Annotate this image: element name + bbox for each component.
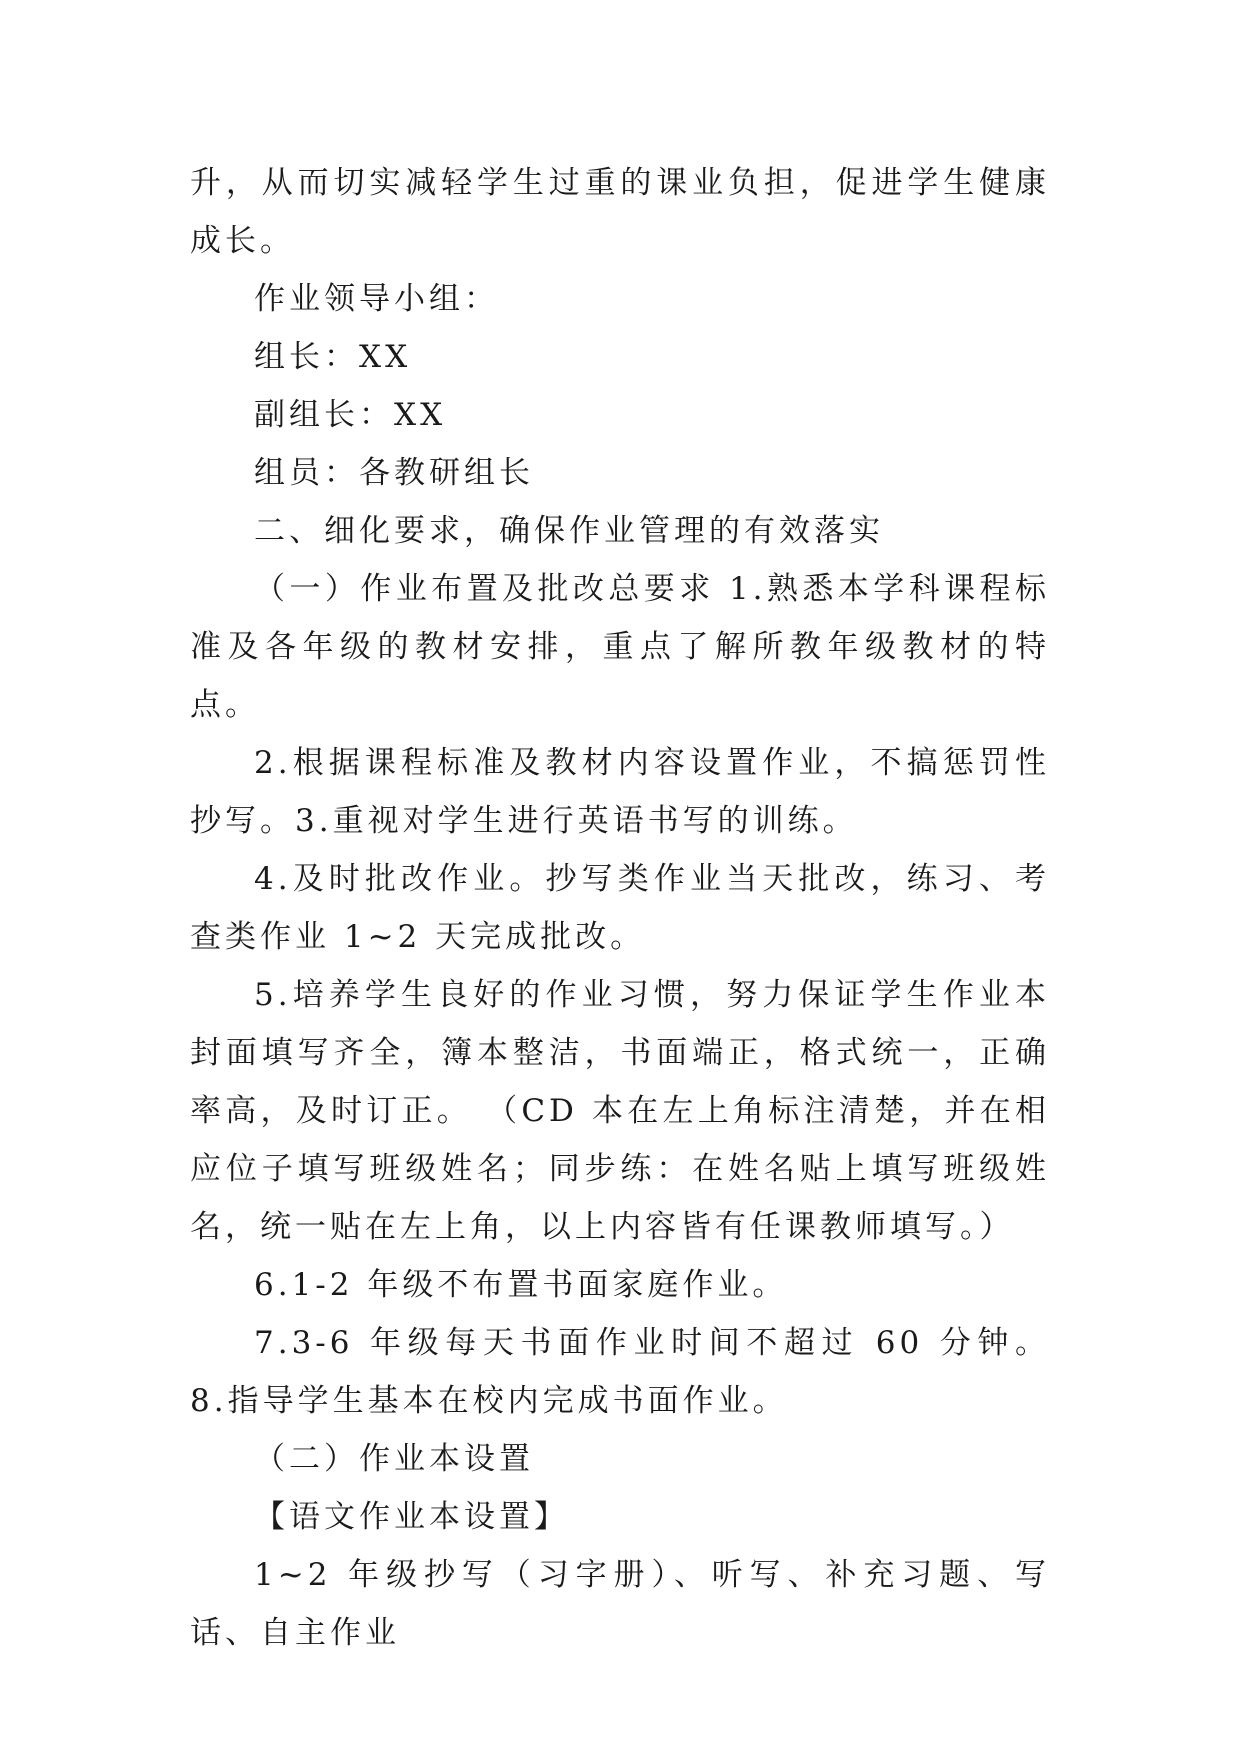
- paragraph-item-5: 5.培养学生良好的作业习惯，努力保证学生作业本封面填写齐全，簿本整洁，书面端正，格式统一，正确率高，及时订正。 （CD 本在左上角标注清楚，并在相应位子填写班级姓名；同步练：在姓名贴上填写班级姓名，统一贴在左上角，以上内容皆有任课教师填写。）: [190, 977, 1050, 1245]
- paragraph-general-requirements: （一）作业布置及批改总要求 1.熟悉本学科课程标准及各年级的教材安排，重点了解所教年级教材的特点。: [190, 571, 1050, 723]
- section-heading-two: 二、细化要求，确保作业管理的有效落实: [254, 513, 884, 549]
- paragraph-group-leader: 组长：XX: [254, 339, 412, 375]
- paragraph-item-6: 6.1-2 年级不布置书面家庭作业。: [254, 1267, 788, 1303]
- paragraph-item-2-3: 2.根据课程标准及教材内容设置作业，不搞惩罚性抄写。3.重视对学生进行英语书写的训练。: [190, 745, 1050, 839]
- paragraph-item-7-8: 7.3-6 年级每天书面作业时间不超过 60 分钟。 8.指导学生基本在校内完成书面作业。: [190, 1325, 1050, 1419]
- paragraph-item-4: 4.及时批改作业。抄写类作业当天批改，练习、考查类作业 1~2 天完成批改。: [190, 861, 1050, 955]
- paragraph-grade-1-2-books: 1~2 年级抄写（习字册）、听写、补充习题、写话、自主作业: [190, 1557, 1050, 1651]
- document-body: [190, 154, 1050, 1662]
- subsection-heading-homework-books: （二）作业本设置: [254, 1441, 534, 1477]
- paragraph-members: 组员：各教研组长: [254, 455, 534, 491]
- paragraph-deputy-leader: 副组长：XX: [254, 397, 447, 433]
- subsection-heading-chinese-books: 【语文作业本设置】: [254, 1499, 569, 1535]
- paragraph-continuation: 升，从而切实减轻学生过重的课业负担，促进学生健康成长。: [190, 165, 1050, 259]
- paragraph-leadership-group: 作业领导小组：: [254, 281, 499, 317]
